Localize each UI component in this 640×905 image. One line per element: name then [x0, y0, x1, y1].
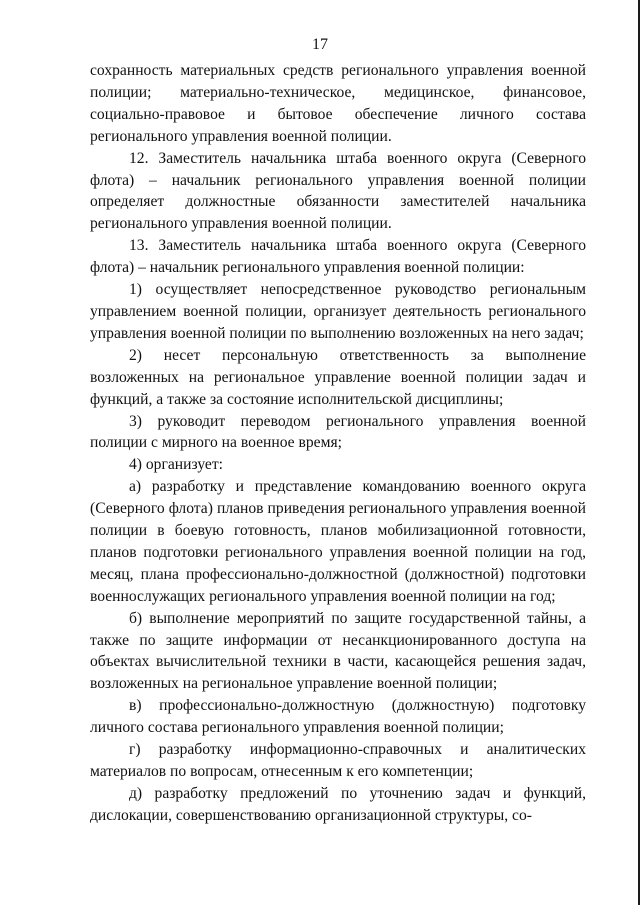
paragraph-item-12: 12. Заместитель начальника штаба военного округа (Северного флота) – начальник регионального управления военной полиции определяет должностные обязанности заместителей начальника регионального управления военной полиции.: [90, 149, 586, 233]
subitem-4b: б) выполнение мероприятий по защите государственной тайны, а также по защите информации от несанкционированного доступа на объектах вычислительной техники в части, касающейся решения задач, возложенных на региональное управление военной полиции;: [90, 609, 586, 693]
paragraph-item-13: 13. Заместитель начальника штаба военного округа (Северного флота) – начальник регионального управления военной полиции:: [90, 237, 586, 277]
subitem-4: 4) организует:: [129, 456, 223, 474]
page-number: 17: [312, 36, 328, 53]
paragraph-continuation: сохранность материальных средств регионального управления военной полиции; материально-техническое, медицинское, финансовое, социально-правовое и бытовое обеспечение личного состава регионального управления военной полиции.: [90, 62, 586, 145]
subitem-4d: д) разработку предложений по уточнению задач и функций, дислокации, совершенствованию организационной структуры, со-: [90, 784, 586, 824]
subitem-2: 2) несет персональную ответственность за выполнение возложенных на региональное управление военной полиции задач и функций, а также за состояние исполнительской дисциплины;: [90, 346, 586, 408]
subitem-4a: а) разработку и представление командованию военного округа (Северного флота) планов приведения регионального управления военной полиции в боевую готовность, планов мобилизационной готовности, планов подготовки регионального управления военной полиции на год, месяц, плана профессионально-должностной (должностной) подготовки военнослужащих регионального управления военной полиции на год;: [90, 478, 586, 605]
subitem-4g: г) разработку информационно-справочных и аналитических материалов по вопросам, отнесенным к его компетенции;: [90, 741, 586, 780]
subitem-3: 3) руководит переводом регионального управления военной полиции с мирного на военное время;: [90, 412, 586, 452]
subitem-1: 1) осуществляет непосредственное руководство региональным управлением военной полиции, организует деятельность регионального управления военной полиции по выполнению возложенных на него задач;: [90, 281, 586, 342]
document-body: [90, 60, 586, 827]
subitem-4v: в) профессионально-должностную (должностную) подготовку личного состава регионального управления военной полиции;: [90, 697, 586, 737]
